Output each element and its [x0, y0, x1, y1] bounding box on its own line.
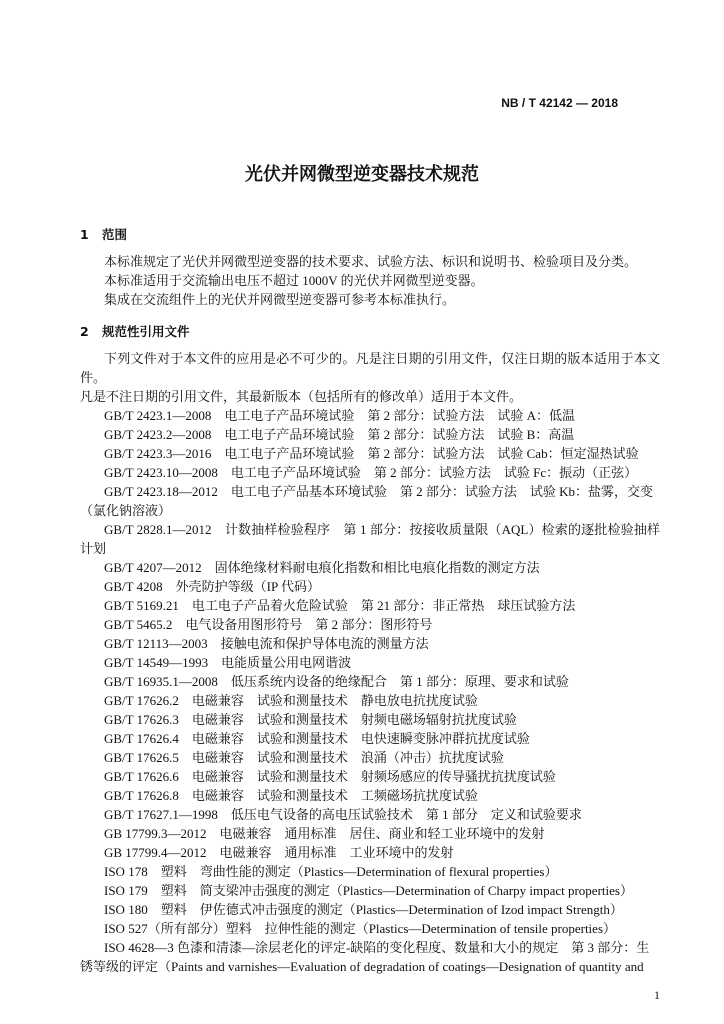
reference-entry: GB/T 12113—2003 接触电流和保护导体电流的测量方法 — [104, 636, 429, 651]
document-body — [80, 226, 660, 1003]
reference-entry: GB/T 17626.4 电磁兼容 试验和测量技术 电快速瞬变脉冲群抗扰度试验 — [104, 731, 530, 746]
reference-entry: GB/T 2423.18—2012 电工电子产品基本环境试验 第 2 部分：试验方法 试验 Kb：盐雾，交变 — [104, 484, 654, 499]
reference-entry: GB/T 17627.1—1998 低压电气设备的高电压试验技术 第 1 部分 定义和试验要求 — [104, 807, 582, 822]
section-title: 范围 — [102, 227, 128, 242]
reference-entry: （氯化钠溶液） — [80, 503, 172, 518]
section-title: 规范性引用文件 — [102, 324, 190, 339]
paragraph-line: 凡是不注日期的引用文件，其最新版本（包括所有的修改单）适用于本文件。 — [80, 389, 523, 404]
reference-entry: GB/T 2423.3—2016 电工电子产品环境试验 第 2 部分：试验方法 试验 Cab：恒定湿热试验 — [104, 446, 639, 461]
reference-entry: GB/T 17626.5 电磁兼容 试验和测量技术 浪涌（冲击）抗扰度试验 — [104, 750, 504, 765]
page-number: 1 — [654, 988, 660, 1002]
paragraph-line: 集成在交流组件上的光伏并网微型逆变器可参考本标准执行。 — [104, 292, 456, 307]
reference-entry: GB/T 17626.2 电磁兼容 试验和测量技术 静电放电抗扰度试验 — [104, 693, 478, 708]
document-title: 光伏并网微型逆变器技术规范 — [245, 164, 479, 185]
reference-entry: ISO 178 塑料 弯曲性能的测定（Plastics—Determination of flexural properties） — [104, 864, 558, 879]
reference-entry: GB/T 17626.3 电磁兼容 试验和测量技术 射频电磁场辐射抗扰度试验 — [104, 712, 517, 727]
section-number: 2 — [80, 324, 89, 339]
reference-entry: GB/T 4207—2012 固体绝缘材料耐电痕化指数和相比电痕化指数的测定方法 — [104, 560, 540, 575]
reference-entry: ISO 4628—3 色漆和清漆—涂层老化的评定-缺陷的变化程度、数量和大小的规定 第 3 部分：生 — [104, 940, 650, 955]
reference-entry: GB/T 2423.2—2008 电工电子产品环境试验 第 2 部分：试验方法 试验 B：高温 — [104, 427, 575, 442]
paragraph-line: 本标准适用于交流输出电压不超过 1000V 的光伏并网微型逆变器。 — [104, 273, 484, 288]
reference-entry: ISO 179 塑料 简支梁冲击强度的测定（Plastics—Determination of Charpy impact properties） — [104, 883, 633, 898]
sections-container — [80, 226, 660, 976]
reference-entry: GB/T 17626.8 电磁兼容 试验和测量技术 工频磁场抗扰度试验 — [104, 788, 478, 803]
reference-entry: GB/T 16935.1—2008 低压系统内设备的绝缘配合 第 1 部分：原理、要求和试验 — [104, 674, 569, 689]
reference-entry: GB/T 4208 外壳防护等级（IP 代码） — [104, 579, 320, 594]
reference-entry: GB 17799.4—2012 电磁兼容 通用标准 工业环境中的发射 — [104, 845, 454, 860]
standard-number-header: NB / T 42142 — 2018 — [501, 96, 618, 110]
reference-entry: ISO 527（所有部分）塑料 拉伸性能的测定（Plastics—Determination of tensile properties） — [104, 921, 617, 936]
reference-entry: GB/T 2423.1—2008 电工电子产品环境试验 第 2 部分：试验方法 试验 A：低温 — [104, 408, 576, 423]
reference-entry: GB/T 2828.1—2012 计数抽样检验程序 第 1 部分：按接收质量限（AQL）检索的逐批检验抽样计划 — [80, 522, 660, 556]
reference-entry: GB/T 5465.2 电气设备用图形符号 第 2 部分：图形符号 — [104, 617, 433, 632]
section-heading — [80, 323, 660, 341]
reference-entry: GB/T 5169.21 电工电子产品着火危险试验 第 21 部分：非正常热 球压试验方法 — [104, 598, 576, 613]
reference-entry: GB/T 14549—1993 电能质量公用电网谐波 — [104, 655, 352, 670]
reference-entry: GB/T 2423.10—2008 电工电子产品环境试验 第 2 部分：试验方法 试验 Fc：振动（正弦） — [104, 465, 638, 480]
reference-entry: 锈等级的评定（Paints and varnishes—Evaluation of degradation of coatings—Designation of quantity and — [80, 959, 644, 974]
paragraph-line: 本标准规定了光伏并网微型逆变器的技术要求、试验方法、标识和说明书、检验项目及分类。 — [104, 254, 638, 269]
section-number: 1 — [80, 227, 89, 242]
paragraph-line: 下列文件对于本文件的应用是必不可少的。凡是注日期的引用文件，仅注日期的版本适用于本文件。 — [80, 351, 660, 385]
reference-entry: GB 17799.3—2012 电磁兼容 通用标准 居住、商业和轻工业环境中的发射 — [104, 826, 545, 841]
section-heading — [80, 226, 660, 244]
reference-entry: GB/T 17626.6 电磁兼容 试验和测量技术 射频场感应的传导骚扰抗扰度试验 — [104, 769, 556, 784]
reference-entry: ISO 180 塑料 伊佐德式冲击强度的测定（Plastics—Determination of Izod impact Strength） — [104, 902, 623, 917]
